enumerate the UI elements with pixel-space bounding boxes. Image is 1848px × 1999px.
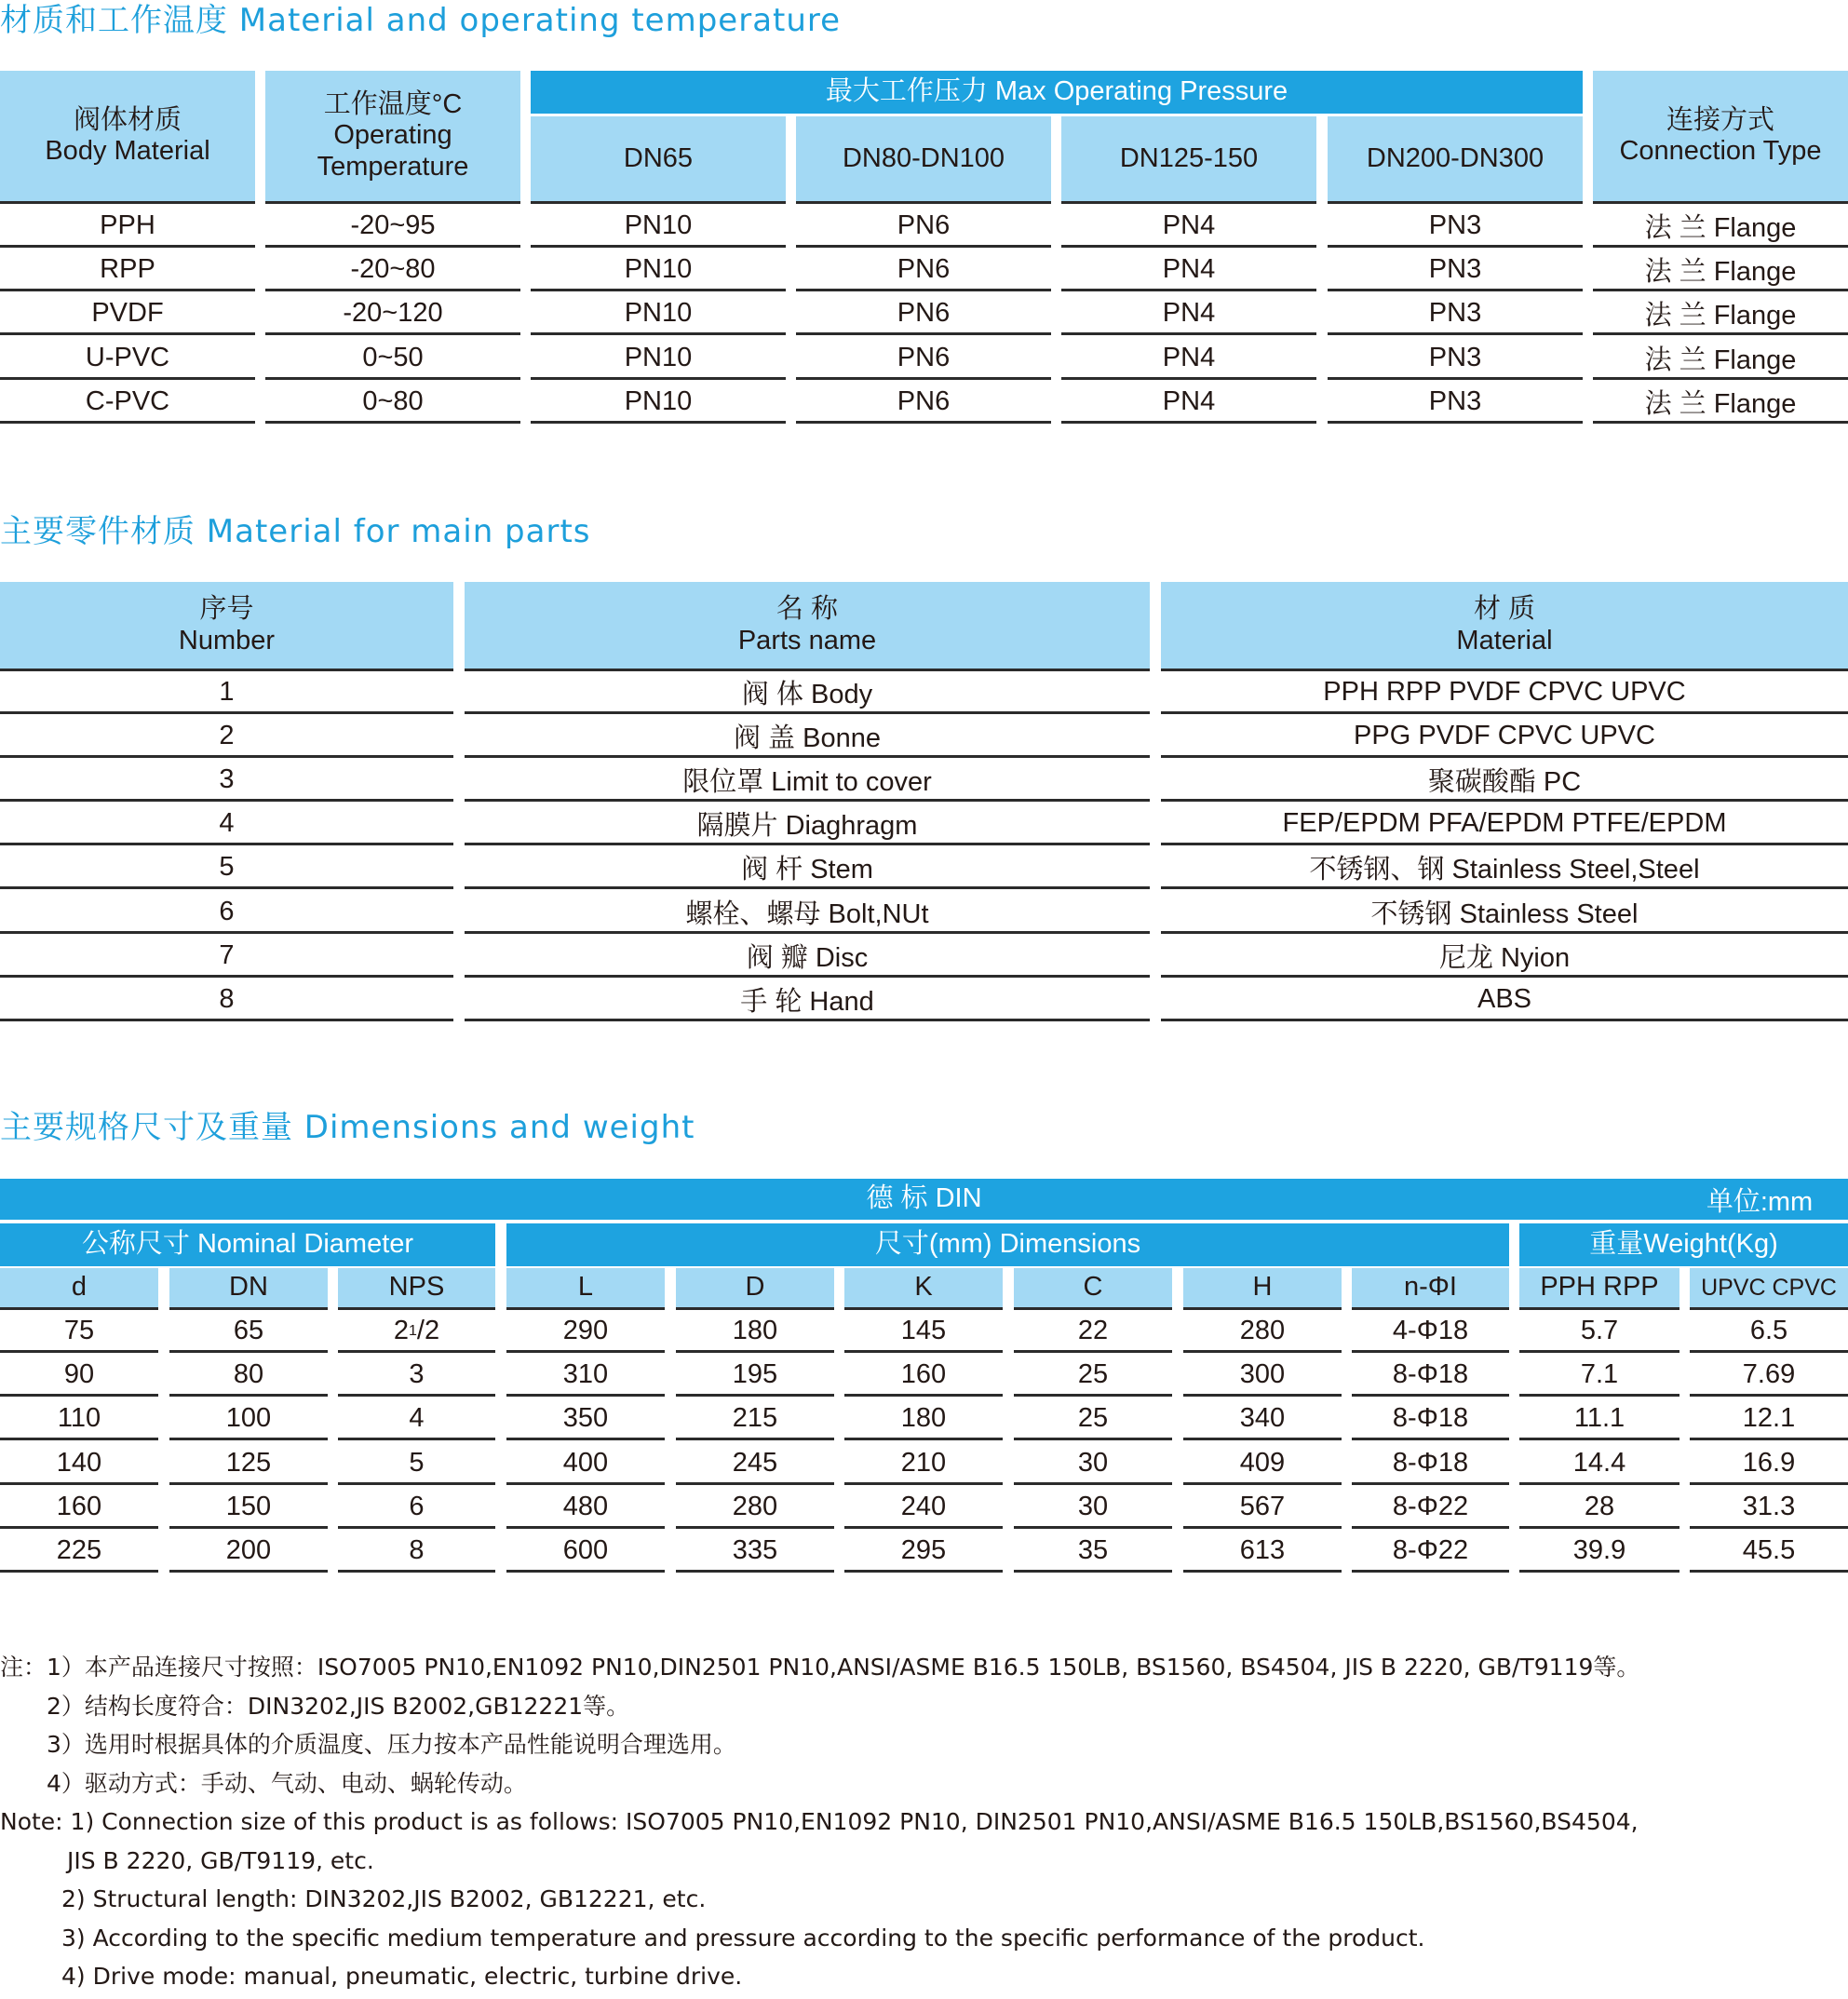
cell-dn200-300: PN3: [1328, 339, 1583, 380]
cell-d: 110: [0, 1399, 158, 1440]
cell-h: 613: [1183, 1532, 1342, 1573]
cell-number: 2: [0, 717, 453, 758]
header-connection-type: 连接方式 Connection Type: [1593, 71, 1848, 204]
header-dn65: DN65: [531, 116, 786, 204]
cell-weight-upvc-cpvc: 12.1: [1690, 1399, 1848, 1440]
cell-nps: 3: [338, 1356, 495, 1397]
cell-material: 不锈钢 Stainless Steel: [1161, 893, 1848, 934]
header-dimensions: 尺寸(mm) Dimensions: [506, 1223, 1509, 1266]
cell-weight-pph-rpp: 7.1: [1519, 1356, 1679, 1397]
cell-d-dia: 245: [676, 1444, 834, 1485]
cell-n-phi: 8-Φ18: [1352, 1399, 1509, 1440]
cell-dn65: PN10: [531, 250, 786, 291]
cell-weight-pph-rpp: 39.9: [1519, 1532, 1679, 1573]
cell-k: 240: [844, 1488, 1003, 1529]
header-weight-upvc-cpvc: UPVC CPVC: [1690, 1268, 1848, 1310]
cell-d: 75: [0, 1312, 158, 1353]
cell-n-phi: 8-Φ18: [1352, 1356, 1509, 1397]
material-temperature-table: [0, 0, 1848, 428]
cell-parts-name: 隔膜片 Diaghragm: [465, 804, 1150, 845]
note-en-1: Note: 1) Connection size of this product is as follows: ISO7005 PN10,EN1092 PN10, DIN2501 PN10,ANSI/ASME B16.5 150LB,BS1560,BS4504,: [0, 1808, 1639, 1835]
header-l: L: [506, 1268, 665, 1310]
notes: [0, 1648, 1848, 1996]
cell-material: RPP: [0, 250, 255, 291]
header-max-operating-pressure: 最大工作压力 Max Operating Pressure: [531, 71, 1583, 114]
cell-dn125-150: PN4: [1061, 339, 1316, 380]
cell-number: 4: [0, 804, 453, 845]
header-d: d: [0, 1268, 158, 1310]
cell-material: PVDF: [0, 294, 255, 335]
cell-dn200-300: PN3: [1328, 294, 1583, 335]
cell-temperature: -20~120: [265, 294, 520, 335]
cell-parts-name: 阀 盖 Bonne: [465, 717, 1150, 758]
cell-connection: 法 兰 Flange: [1593, 250, 1848, 291]
cell-connection: 法 兰 Flange: [1593, 339, 1848, 380]
cell-parts-name: 阀 瓣 Disc: [465, 937, 1150, 978]
cell-h: 280: [1183, 1312, 1342, 1353]
cell-d-dia: 195: [676, 1356, 834, 1397]
cell-nps: 8: [338, 1532, 495, 1573]
cell-n-phi: 8-Φ18: [1352, 1444, 1509, 1485]
cell-material: ABS: [1161, 980, 1848, 1021]
cell-weight-upvc-cpvc: 31.3: [1690, 1488, 1848, 1529]
cell-temperature: -20~95: [265, 207, 520, 248]
header-dn200-dn300: DN200-DN300: [1328, 116, 1583, 204]
cell-dn200-300: PN3: [1328, 250, 1583, 291]
cell-material: U-PVC: [0, 339, 255, 380]
note-cn-2: 2）结构长度符合：DIN3202,JIS B2002,GB12221等。: [47, 1692, 630, 1720]
cell-weight-upvc-cpvc: 7.69: [1690, 1356, 1848, 1397]
cell-dn: 65: [169, 1312, 328, 1353]
cell-parts-name: 螺栓、螺母 Bolt,NUt: [465, 893, 1150, 934]
unit-label: 单位:mm: [1706, 1186, 1814, 1217]
cell-d-dia: 180: [676, 1312, 834, 1353]
cell-weight-pph-rpp: 11.1: [1519, 1399, 1679, 1440]
cell-weight-pph-rpp: 5.7: [1519, 1312, 1679, 1353]
cell-dn: 100: [169, 1399, 328, 1440]
header-weight-pph-rpp: PPH RPP: [1519, 1268, 1679, 1310]
cell-h: 409: [1183, 1444, 1342, 1485]
header-operating-temperature: 工作温度°C Operating Temperature: [265, 71, 520, 204]
cell-d-dia: 280: [676, 1488, 834, 1529]
section-title-dimensions-weight: 主要规格尺寸及重量 Dimensions and weight: [0, 1109, 695, 1146]
cell-dn80-100: PN6: [796, 294, 1051, 335]
cell-number: 7: [0, 937, 453, 978]
cell-material: PPH RPP PVDF CPVC UPVC: [1161, 673, 1848, 714]
cell-l: 290: [506, 1312, 665, 1353]
cell-weight-upvc-cpvc: 45.5: [1690, 1532, 1848, 1573]
cell-dn80-100: PN6: [796, 207, 1051, 248]
cell-dn: 80: [169, 1356, 328, 1397]
cell-n-phi: 8-Φ22: [1352, 1532, 1509, 1573]
cell-n-phi: 4-Φ18: [1352, 1312, 1509, 1353]
cell-material: PPG PVDF CPVC UPVC: [1161, 717, 1848, 758]
cell-nps: 4: [338, 1399, 495, 1440]
cell-connection: 法 兰 Flange: [1593, 207, 1848, 248]
cell-weight-upvc-cpvc: 6.5: [1690, 1312, 1848, 1353]
cell-dn200-300: PN3: [1328, 207, 1583, 248]
cell-d: 160: [0, 1488, 158, 1529]
note-en-3: 3) According to the specific medium temperature and pressure according to the specific performance of the product.: [61, 1924, 1425, 1952]
header-h: H: [1183, 1268, 1342, 1310]
cell-temperature: 0~80: [265, 383, 520, 424]
cell-dn: 200: [169, 1532, 328, 1573]
header-parts-name: 名 称 Parts name: [465, 582, 1150, 671]
cell-l: 600: [506, 1532, 665, 1573]
cell-dn65: PN10: [531, 207, 786, 248]
cell-dn125-150: PN4: [1061, 207, 1316, 248]
cell-material: 尼龙 Nyion: [1161, 937, 1848, 978]
cell-dn65: PN10: [531, 339, 786, 380]
note-cn-1: 注：1）本产品连接尺寸按照：ISO7005 PN10,EN1092 PN10,DIN2501 PN10,ANSI/ASME B16.5 150LB, BS1560, BS4504, JIS B 2220, GB/T9119等。: [0, 1654, 1640, 1681]
cell-dn125-150: PN4: [1061, 383, 1316, 424]
cell-dn200-300: PN3: [1328, 383, 1583, 424]
cell-parts-name: 限位罩 Limit to cover: [465, 761, 1150, 802]
section-title-main-parts: 主要零件材质 Material for main parts: [0, 513, 591, 550]
note-cn-3: 3）选用时根据具体的介质温度、压力按本产品性能说明合理选用。: [47, 1731, 736, 1758]
cell-number: 1: [0, 673, 453, 714]
cell-dn80-100: PN6: [796, 339, 1051, 380]
cell-k: 210: [844, 1444, 1003, 1485]
cell-l: 350: [506, 1399, 665, 1440]
cell-dn65: PN10: [531, 383, 786, 424]
cell-c: 25: [1014, 1356, 1172, 1397]
cell-material: 不锈钢、钢 Stainless Steel,Steel: [1161, 848, 1848, 889]
cell-dn65: PN10: [531, 294, 786, 335]
cell-k: 295: [844, 1532, 1003, 1573]
cell-dn125-150: PN4: [1061, 294, 1316, 335]
cell-k: 160: [844, 1356, 1003, 1397]
header-dn: DN: [169, 1268, 328, 1310]
cell-l: 310: [506, 1356, 665, 1397]
note-en-2: 2) Structural length: DIN3202,JIS B2002, GB12221, etc.: [61, 1885, 707, 1912]
header-weight: 重量Weight(Kg): [1519, 1223, 1848, 1266]
cell-connection: 法 兰 Flange: [1593, 383, 1848, 424]
cell-c: 25: [1014, 1399, 1172, 1440]
cell-k: 145: [844, 1312, 1003, 1353]
cell-parts-name: 阀 体 Body: [465, 673, 1150, 714]
cell-parts-name: 阀 杆 Stem: [465, 848, 1150, 889]
header-k: K: [844, 1268, 1003, 1310]
cell-l: 480: [506, 1488, 665, 1529]
cell-c: 35: [1014, 1532, 1172, 1573]
cell-d: 140: [0, 1444, 158, 1485]
cell-number: 8: [0, 980, 453, 1021]
cell-k: 180: [844, 1399, 1003, 1440]
header-n-phi: n-ΦI: [1352, 1268, 1509, 1310]
cell-dn: 125: [169, 1444, 328, 1485]
cell-dn125-150: PN4: [1061, 250, 1316, 291]
cell-c: 30: [1014, 1488, 1172, 1529]
cell-d-dia: 335: [676, 1532, 834, 1573]
cell-weight-pph-rpp: 14.4: [1519, 1444, 1679, 1485]
cell-c: 30: [1014, 1444, 1172, 1485]
cell-l: 400: [506, 1444, 665, 1485]
cell-material: C-PVC: [0, 383, 255, 424]
cell-c: 22: [1014, 1312, 1172, 1353]
header-dn125-150: DN125-150: [1061, 116, 1316, 204]
note-en-4: 4) Drive mode: manual, pneumatic, electric, turbine drive.: [61, 1963, 743, 1990]
cell-nps: 5: [338, 1444, 495, 1485]
cell-number: 6: [0, 893, 453, 934]
header-nominal-diameter: 公称尺寸 Nominal Diameter: [0, 1223, 495, 1266]
cell-n-phi: 8-Φ22: [1352, 1488, 1509, 1529]
cell-h: 300: [1183, 1356, 1342, 1397]
header-dn80-dn100: DN80-DN100: [796, 116, 1051, 204]
cell-parts-name: 手 轮 Hand: [465, 980, 1150, 1021]
header-din-standard: 德 标 DIN: [0, 1179, 1848, 1222]
cell-h: 567: [1183, 1488, 1342, 1529]
note-cn-4: 4）驱动方式：手动、气动、电动、蜗轮传动。: [47, 1769, 527, 1797]
cell-dn80-100: PN6: [796, 383, 1051, 424]
cell-d-dia: 215: [676, 1399, 834, 1440]
cell-number: 5: [0, 848, 453, 889]
header-material: 材 质 Material: [1161, 582, 1848, 671]
header-body-material: 阀体材质 Body Material: [0, 71, 255, 204]
cell-d: 225: [0, 1532, 158, 1573]
header-d-dia: D: [676, 1268, 834, 1310]
cell-h: 340: [1183, 1399, 1342, 1440]
cell-d: 90: [0, 1356, 158, 1397]
note-en-1-cont: JIS B 2220, GB/T9119, etc.: [67, 1846, 374, 1874]
header-c: C: [1014, 1268, 1172, 1310]
cell-connection: 法 兰 Flange: [1593, 294, 1848, 335]
cell-nps: 2 1 /2: [338, 1312, 495, 1353]
cell-dn: 150: [169, 1488, 328, 1529]
cell-temperature: 0~50: [265, 339, 520, 380]
cell-material: FEP/EPDM PFA/EPDM PTFE/EPDM: [1161, 804, 1848, 845]
cell-dn80-100: PN6: [796, 250, 1051, 291]
cell-weight-pph-rpp: 28: [1519, 1488, 1679, 1529]
cell-number: 3: [0, 761, 453, 802]
header-number: 序号 Number: [0, 582, 453, 671]
section-title-material-temperature: 材质和工作温度 Material and operating temperature: [0, 2, 842, 39]
cell-material: 聚碳酸酯 PC: [1161, 761, 1848, 802]
cell-material: PPH: [0, 207, 255, 248]
cell-weight-upvc-cpvc: 16.9: [1690, 1444, 1848, 1485]
header-nps: NPS: [338, 1268, 495, 1310]
cell-nps: 6: [338, 1488, 495, 1529]
cell-temperature: -20~80: [265, 250, 520, 291]
